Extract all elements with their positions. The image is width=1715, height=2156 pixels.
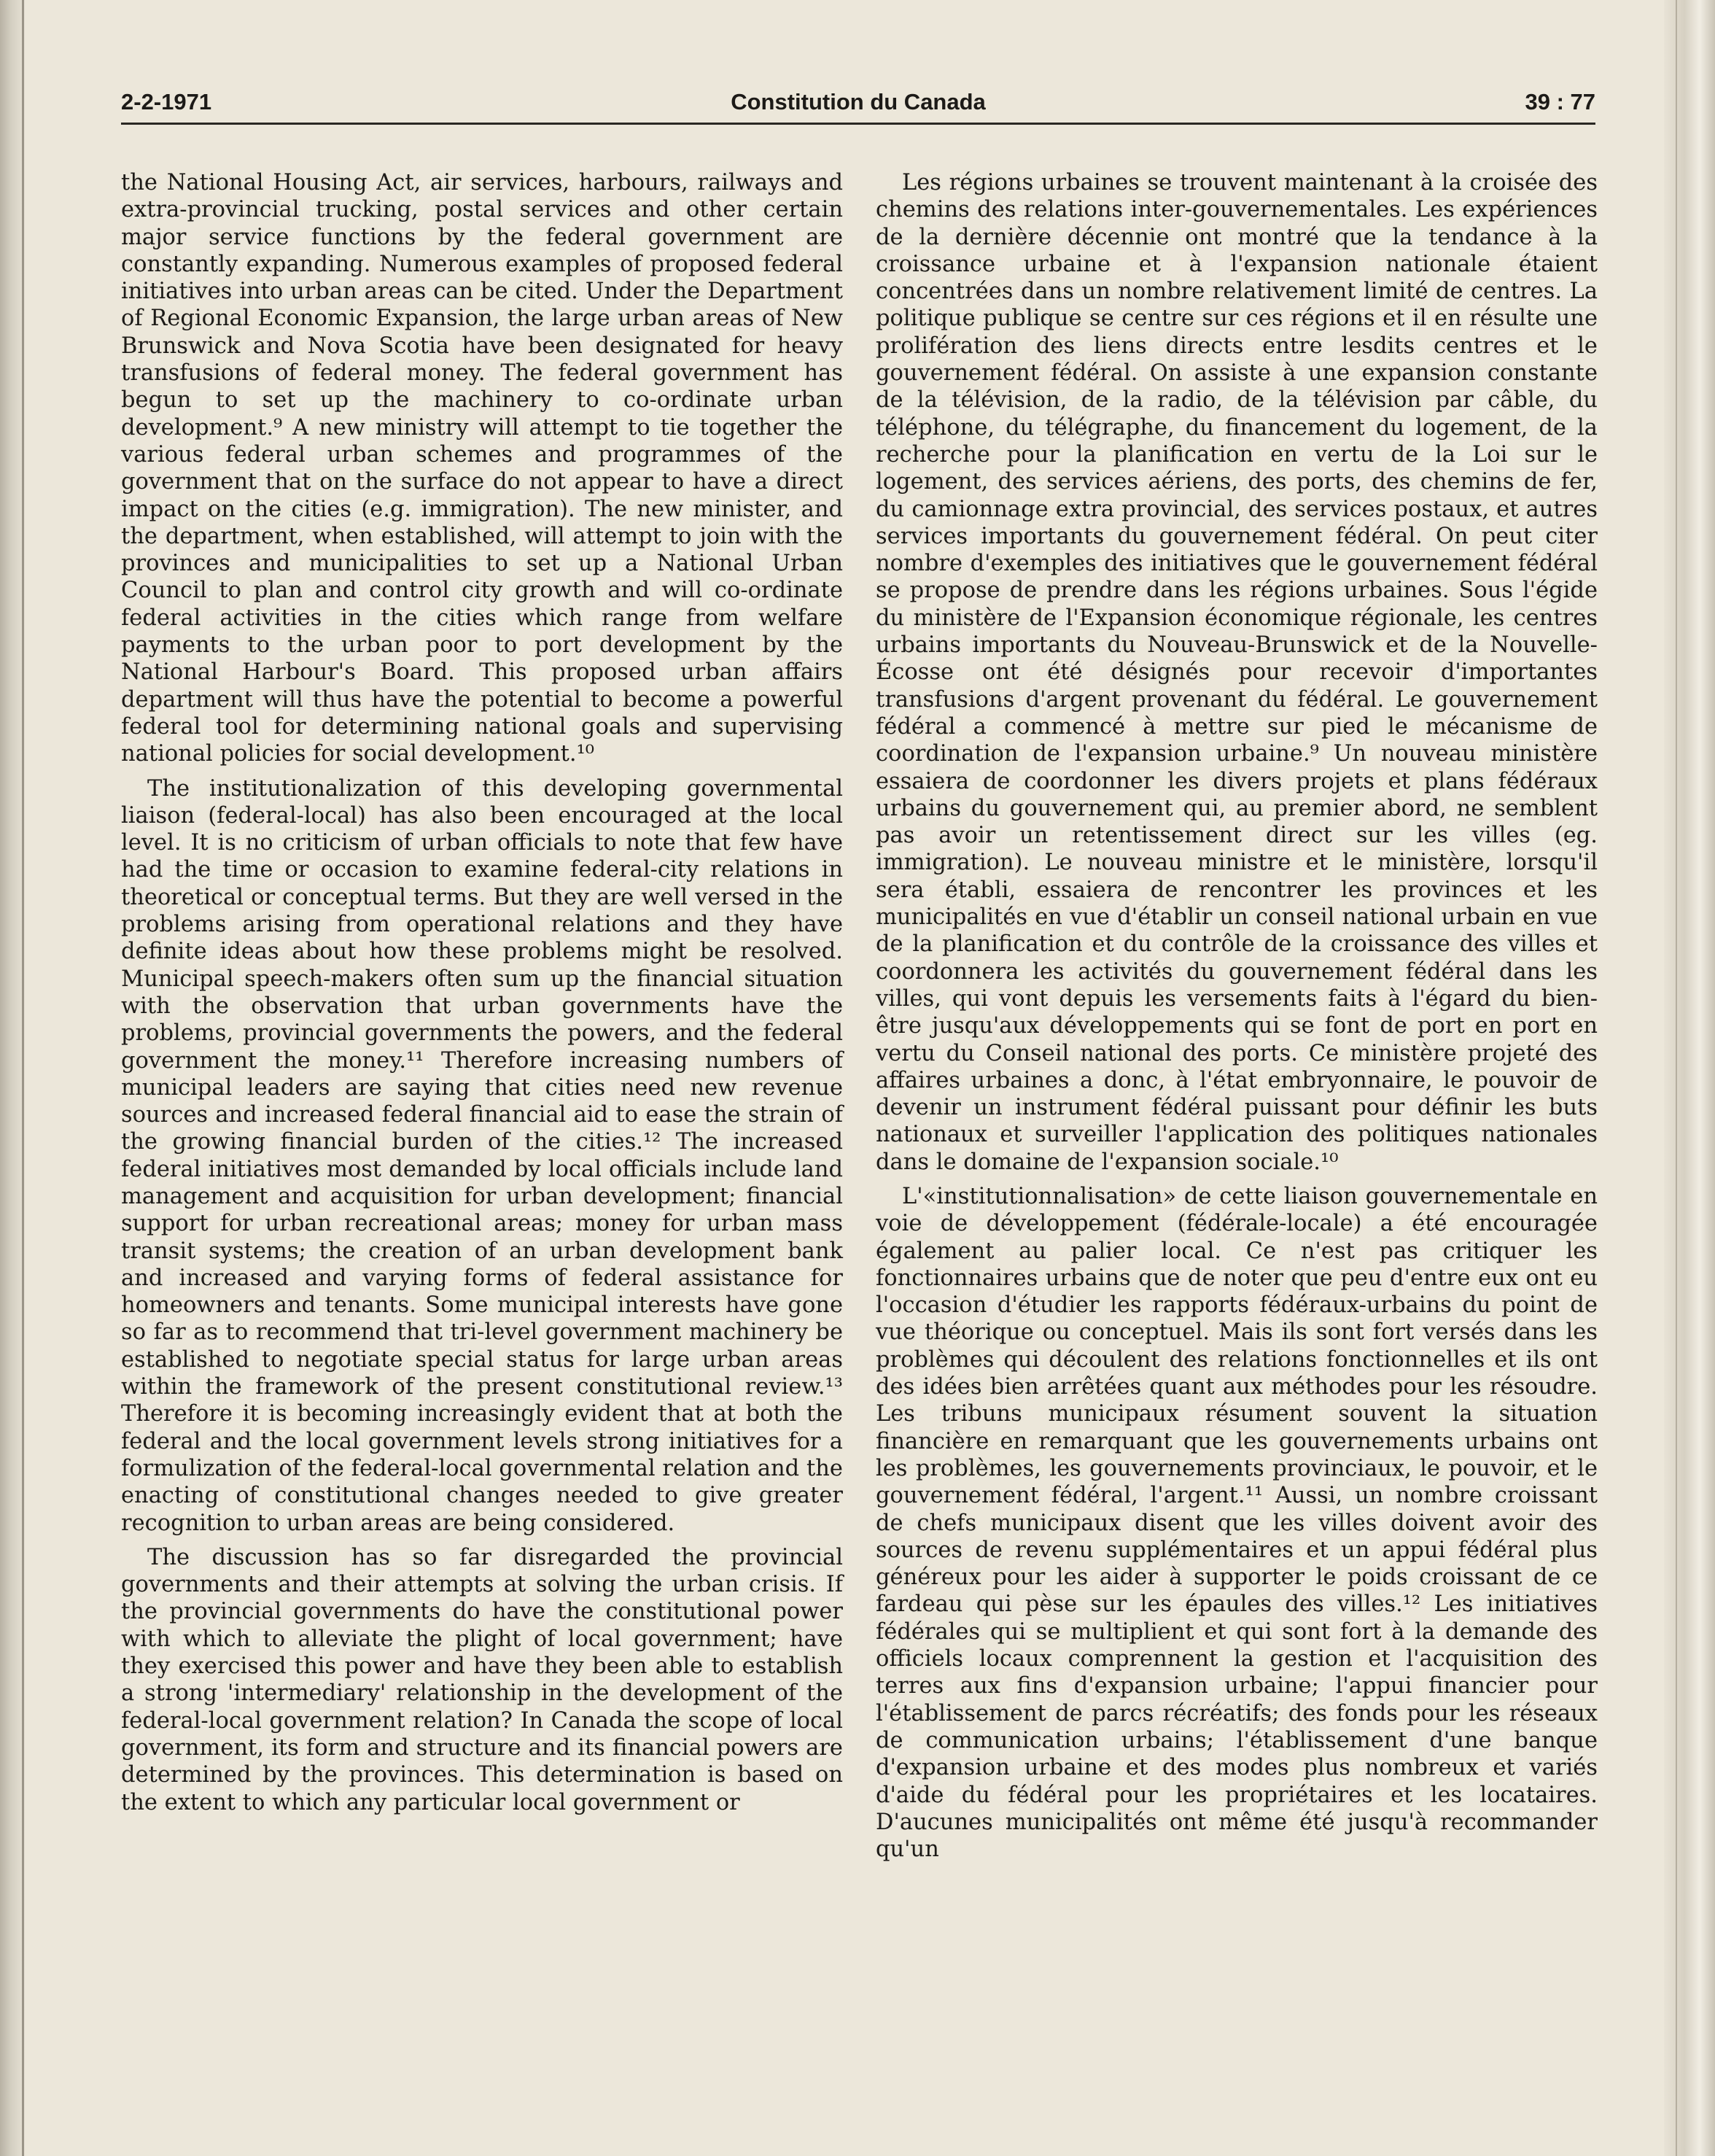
- paragraph: The discussion has so far disregarded the provincial governments and their attempts at solving the urban crisis. If the provincial governments do have the constitutional power with which to alleviate the plight of local government; have they exercised this power and have they been able to establish a strong 'intermediary' relationship in the development of the federal-local government relation? In Canada the scope of local government, its form and structure and its financial powers are determined by the provinces. This determination is based on the extent to which any particular local government or: [121, 1544, 843, 1815]
- paragraph: L'«institutionnalisation» de cette liaison gouvernementale en voie de développement (fédérale-locale) a été encouragée également au palier local. Ce n'est pas critiquer les fonctionnaires urbains que de noter que peu d'entre eux ont eu l'occasion d'étudier les rapports fédéraux-urbains du point de vue théorique ou conceptuel. Mais ils sont fort versés dans les problèmes qui découlent des relations fonctionnelles et ils ont des idées bien arrêtées quant aux méthodes pour les résoudre. Les tribuns municipaux résument souvent la situation financière en remarquant que les gouvernements urbains ont les problèmes, les gouvernements provinciaux, le pouvoir, et le gouvernement fédéral, l'argent.¹¹ Aussi, un nombre croissant de chefs municipaux disent que les villes doivent avoir des sources de revenu supplémentaires et un appui fédéral plus généreux pour les aider à supporter le poids croissant de ce fardeau qui pèse sur les épaules des villes.¹² Les initiatives fédérales qui se multiplient et qui sont fort à la demande des officiels locaux comprennent la gestion et l'acquisition des terres aux fins d'expansion urbaine; l'appui financier pour l'établissement de parcs récréatifs; des fonds pour les réseaux de communication urbains; l'établissement d'une banque d'expansion urbaine et des modes plus nombreux et variés d'aide du fédéral pour les propriétaires et les locataires. D'aucunes municipalités ont même été jusqu'à recommander qu'un: [876, 1183, 1598, 1863]
- paragraph: Les régions urbaines se trouvent maintenant à la croisée des chemins des relations inter-gouvernementales. Les expériences de la dernière décennie ont montré que la tendance à la croissance urbaine et à l'expansion nationale étaient concentrées dans un nombre relativement limité de centres. La politique publique se centre sur ces régions et il en résulte une prolifération des liens directs entre lesdits centres et le gouvernement fédéral. On assiste à une expansion constante de la télévision, de la radio, de la télévision par câble, du téléphone, du télégraphe, du financement du logement, de la recherche pour la planification en vertu de la Loi sur le logement, des services aériens, des ports, des chemins de fer, du camionnage extra provincial, des services postaux, et autres services importants du gouvernement fédéral. On peut citer nombre d'exemples des initiatives que le gouvernement fédéral se propose de prendre dans les régions urbaines. Sous l'égide du ministère de l'Expansion économique régionale, les centres urbains importants du Nouveau-Brunswick et de la Nouvelle-Écosse ont été désignés pour recevoir d'importantes transfusions d'argent provenant du fédéral. Le gouvernement fédéral a commencé à mettre sur pied le mécanisme de coordination de l'expansion urbaine.⁹ Un nouveau ministère essaiera de coordonner les divers projets et plans fédéraux urbains du gouvernement qui, au premier abord, ne semblent pas avoir un retentissement direct sur les villes (eg. immigration). Le nouveau ministre et le ministère, lorsqu'il sera établi, essaiera de rencontrer les provinces et les municipalités en vue d'établir un conseil national urbain en vue de la planification et du contrôle de la croissance des villes et coordonnera les activités du gouvernement fédéral dans les villes, qui vont depuis les versements faits à l'égard du bien-être jusqu'aux développements qui se font de port en port en vertu du Conseil national des ports. Ce ministère projeté des affaires urbaines a donc, à l'état embryonnaire, le pouvoir de devenir un instrument fédéral puissant pour définir les buts nationaux et surveiller l'application des politiques nationales dans le domaine de l'expansion sociale.¹⁰: [876, 170, 1598, 1175]
- binding-edge-line: [22, 0, 24, 2156]
- page-edge-line: [1676, 0, 1677, 2156]
- left-column-english: [121, 169, 843, 1816]
- right-column-french: [876, 169, 1598, 1863]
- paragraph: The institutionalization of this developing governmental liaison (federal-local) has also been encouraged at the local level. It is no criticism of urban officials to note that few have had the time or occasion to examine federal-city relations in theoretical or conceptual terms. But they are well versed in the problems arising from operational relations and they have definite ideas about how these problems might be resolved. Municipal speech-makers often sum up the financial situation with the observation that urban governments have the problems, provincial governments the powers, and the federal government the money.¹¹ Therefore increasing numbers of municipal leaders are saying that cities need new revenue sources and increased federal financial aid to ease the strain of the growing financial burden of the cities.¹² The increased federal initiatives most demanded by local officials include land management and acquisition for urban development; financial support for urban recreational areas; money for urban mass transit systems; the creation of an urban development bank and increased and varying forms of federal assistance for homeowners and tenants. Some municipal interests have gone so far as to recommend that tri-level government machinery be established to negotiate special status for large urban areas within the framework of the present constitutional review.¹³ Therefore it is becoming increasingly evident that at both the federal and the local government levels strong initiatives for a formulization of the federal-local governmental relation and the enacting of constitutional changes needed to give greater recognition to urban areas are being considered.: [121, 775, 843, 1536]
- header-date: 2-2-1971: [121, 89, 212, 115]
- page-right-edge: [1664, 0, 1715, 2156]
- binding-spine: [0, 0, 25, 2156]
- paragraph: the National Housing Act, air services, harbours, railways and extra-provincial trucking, postal services and other certain major service functions by the federal government are constantly expanding. Numerous examples of proposed federal initiatives into urban areas can be cited. Under the Department of Regional Economic Expansion, the large urban areas of New Brunswick and Nova Scotia have been designated for heavy transfusions of federal money. The federal government has begun to set up the machinery to co-ordinate urban development.⁹ A new ministry will attempt to tie together the various federal urban schemes and programmes of the government that on the surface do not appear to have a direct impact on the cities (e.g. immigration). The new minister, and the department, when established, will attempt to join with the provinces and municipalities to set up a National Urban Council to plan and control city growth and will co-ordinate federal activities in the cities which range from welfare payments to the urban poor to port development by the National Harbour's Board. This proposed urban affairs department will thus have the potential to become a powerful federal tool for determining national goals and supervising national policies for social development.¹⁰: [121, 170, 843, 767]
- header-rule: [121, 123, 1595, 125]
- header-page-number: 39 : 77: [1525, 89, 1595, 115]
- running-header: [121, 86, 1595, 123]
- header-title: Constitution du Canada: [731, 89, 986, 115]
